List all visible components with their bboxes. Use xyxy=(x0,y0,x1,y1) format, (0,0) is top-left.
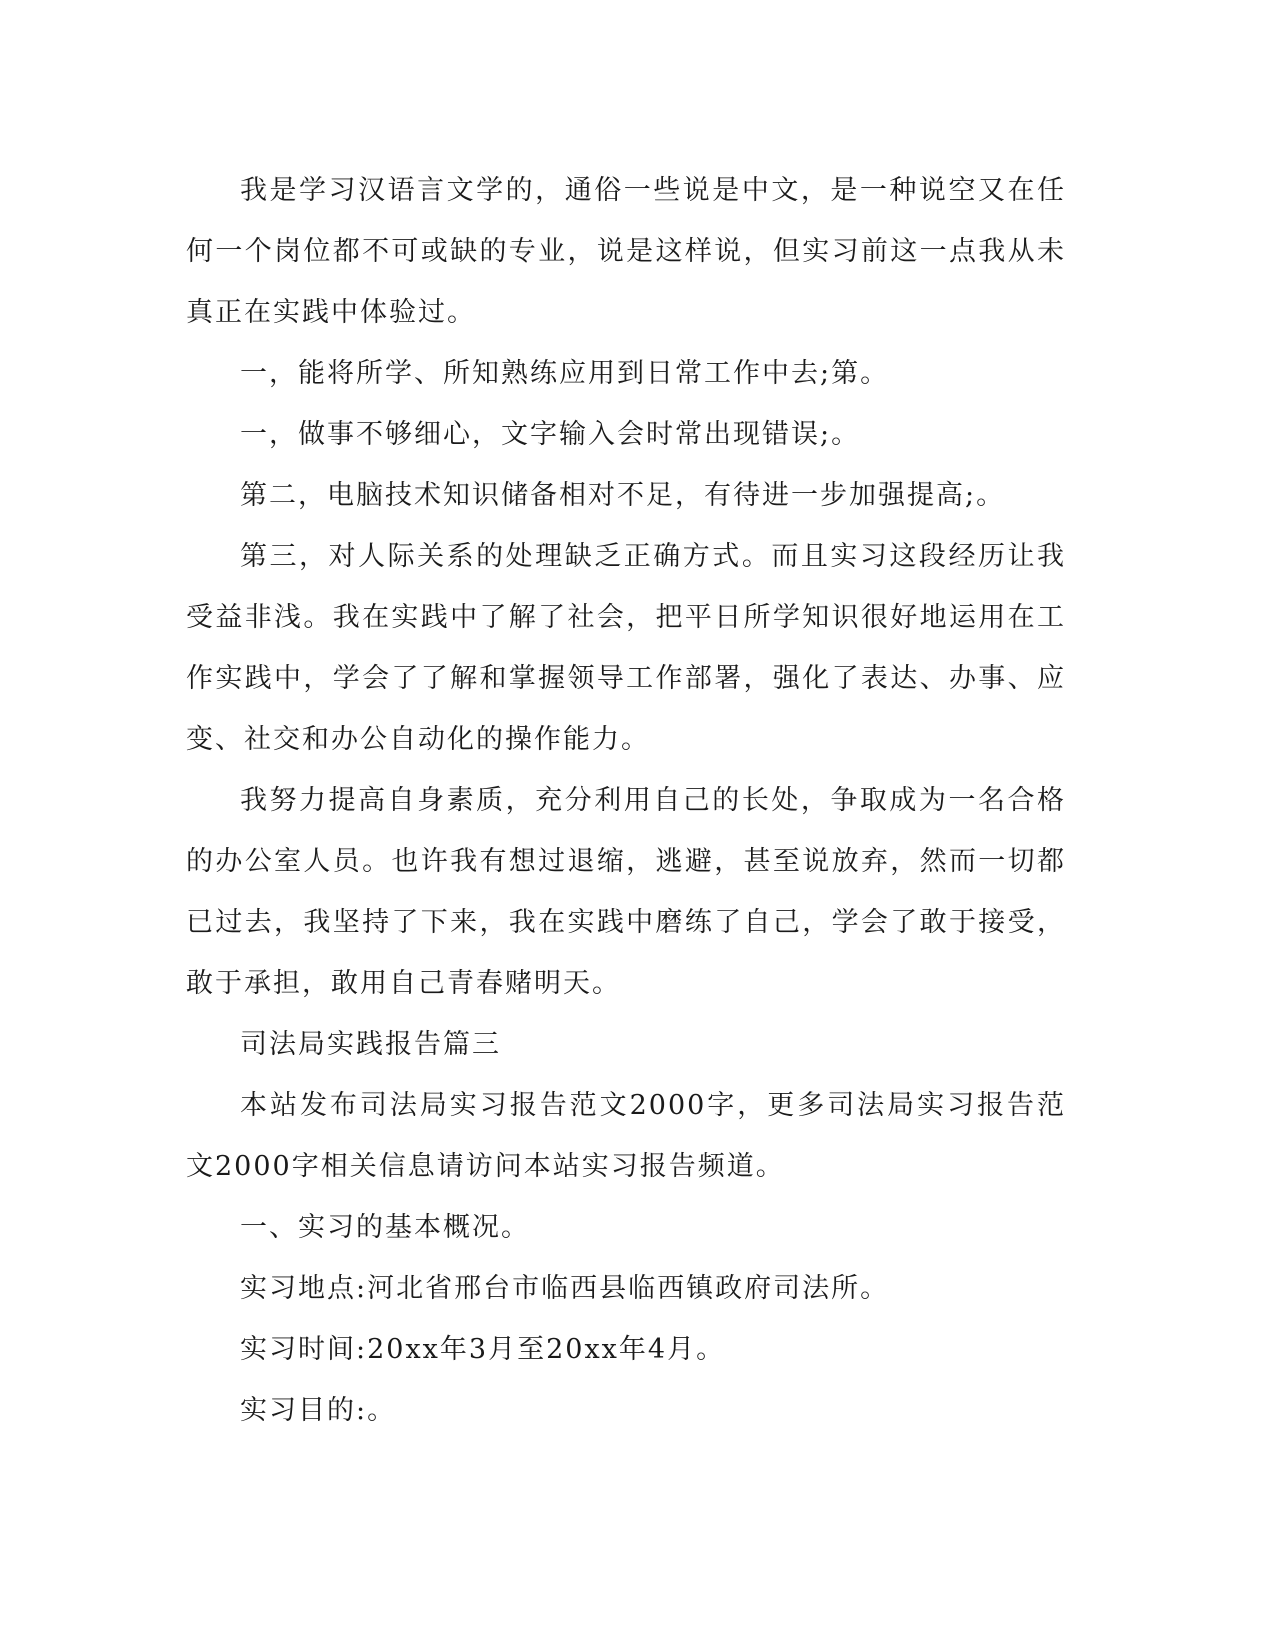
paragraph-time: 实习时间:20xx年3月至20xx年4月。 xyxy=(240,1334,726,1365)
paragraph-shortcoming-three: 第三，对人际关系的处理缺乏正确方式。而且实习这段经历让我受益非浅。我在实践中了解了社会，把平日所学知识很好地运用在工作实践中，学会了了解和掌握领导工作部署，强化了表达、办事、应变、社交和办公自动化的操作能力。 xyxy=(186,541,1066,755)
subheading-overview: 一、实习的基本概况。 xyxy=(240,1212,530,1243)
paragraph-point-one: 一，能将所学、所知熟练应用到日常工作中去;第。 xyxy=(240,358,890,389)
document-body xyxy=(186,160,1066,1441)
section-heading: 司法局实践报告篇三 xyxy=(240,1029,501,1060)
paragraph-self-improvement: 我努力提高自身素质，充分利用自己的长处，争取成为一名合格的办公室人员。也许我有想过退缩，逃避，甚至说放弃，然而一切都已过去，我坚持了下来，我在实践中磨练了自己，学会了敢于接受，敢于承担，敢用自己青春赌明天。 xyxy=(186,785,1066,999)
paragraph-purpose: 实习目的:。 xyxy=(240,1395,397,1426)
paragraph-location: 实习地点:河北省邢台市临西县临西镇政府司法所。 xyxy=(240,1273,890,1304)
paragraph-site-notice: 本站发布司法局实习报告范文2000字，更多司法局实习报告范文2000字相关信息请访问本站实习报告频道。 xyxy=(186,1090,1066,1182)
paragraph-major-intro: 我是学习汉语言文学的，通俗一些说是中文，是一种说空又在任何一个岗位都不可或缺的专业，说是这样说，但实习前这一点我从未真正在实践中体验过。 xyxy=(186,175,1066,328)
paragraph-shortcoming-one: 一，做事不够细心，文字输入会时常出现错误;。 xyxy=(240,419,861,450)
paragraph-shortcoming-two: 第二，电脑技术知识储备相对不足，有待进一步加强提高;。 xyxy=(240,480,1006,511)
